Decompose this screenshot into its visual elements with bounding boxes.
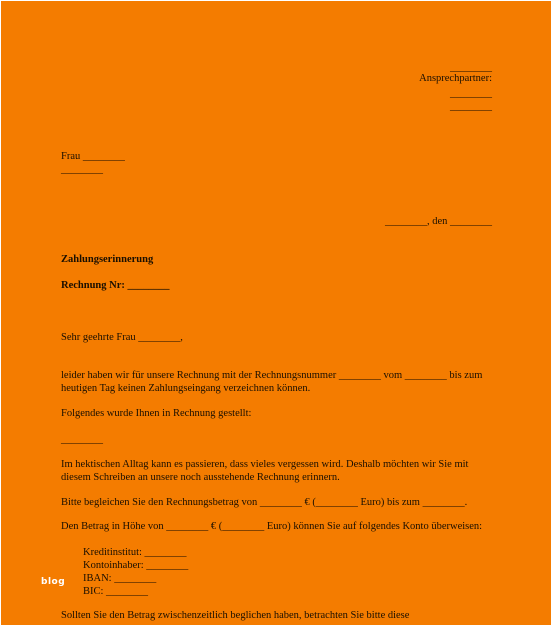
sender-line-1: ________ [450, 62, 492, 73]
paragraph-due: Bitte begleichen Sie den Rechnungsbetrag von ________ € (________ Euro) bis zum ________. [61, 497, 468, 508]
bank-holder: Kontoinhaber: ________ [83, 560, 189, 571]
subject-heading: Zahlungserinnerung [61, 254, 154, 265]
paragraph-reminder: Im hektischen Alltag kann es passieren, dass vieles vergessen wird. Deshalb möchten wir Sie mit diesem Schreiben an unsere noch ausstehende Rechnung erinnern. [61, 459, 469, 483]
paragraph-closing-cut: Sollten Sie den Betrag zwischenzeitlich beglichen haben, betrachten Sie bitte diese [61, 610, 410, 621]
paragraph-transfer: Den Betrag in Höhe von ________ € (________ Euro) können Sie auf folgendes Konto überweisen: [61, 521, 483, 532]
watermark-logo: blog [41, 577, 66, 587]
sender-line-2: ________ [450, 88, 492, 99]
sender-line-3: ________ [450, 101, 492, 112]
paragraph-billed: Folgendes wurde Ihnen in Rechnung gestellt: [61, 408, 252, 419]
recipient-address: ________ [61, 164, 103, 175]
recipient-name: Frau ________ [61, 151, 125, 162]
bank-institute: Kreditinstitut: ________ [83, 547, 187, 558]
bank-bic: BIC: ________ [83, 586, 149, 597]
letter-page [1, 1, 551, 625]
bank-iban: IBAN: ________ [83, 573, 157, 584]
greeting: Sehr geehrte Frau ________, [61, 332, 183, 343]
invoice-reference: Rechnung Nr: ________ [61, 280, 170, 291]
date-line: ________, den ________ [384, 216, 492, 227]
contact-label: Ansprechpartner: [419, 73, 492, 84]
paragraph-intro: leider haben wir für unsere Rechnung mit der Rechnungsnummer ________ vom ________ bis zum heutigen Tag keinen Zahlungseingang verzeichnen können. [61, 370, 483, 394]
paragraph-items: ________ [61, 434, 103, 445]
